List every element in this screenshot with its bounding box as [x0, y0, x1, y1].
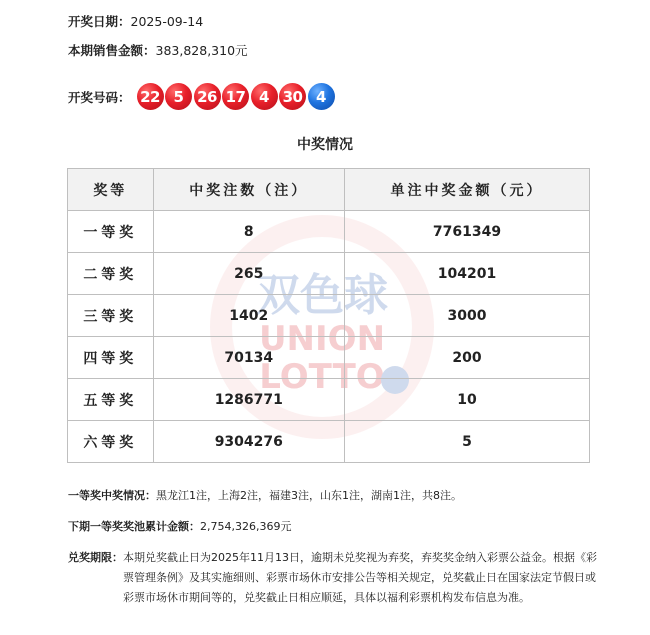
jackpot-pool-label: 下期一等奖奖池累计金额：: [68, 520, 200, 533]
prize-amount: 5: [344, 421, 589, 463]
red-ball: 17: [222, 83, 249, 110]
prize-count: 1286771: [153, 379, 344, 421]
jackpot-pool-note: [68, 517, 291, 537]
prize-level: 二等奖: [68, 253, 154, 295]
prize-count: 70134: [153, 337, 344, 379]
prize-count: 265: [153, 253, 344, 295]
first-prize-note-value: 黑龙江1注，上海2注，福建3注，山东1注，湖南1注，共8注。: [156, 489, 462, 502]
winning-numbers-row: [68, 83, 336, 110]
table-row: [68, 421, 590, 463]
header-count: 中奖注数（注）: [153, 169, 344, 211]
draw-date-label: 开奖日期：: [68, 14, 131, 29]
section-title: 中奖情况: [297, 137, 353, 153]
prize-level: 三等奖: [68, 295, 154, 337]
prize-table: [67, 168, 590, 463]
red-ball: 26: [194, 83, 221, 110]
watermark-text-cn: 双色球: [256, 270, 388, 321]
sales-label: 本期销售金额：: [68, 43, 156, 58]
watermark-text-en1: UNION: [258, 319, 386, 359]
table-row: [68, 337, 590, 379]
prize-count: 9304276: [153, 421, 344, 463]
prize-amount: 7761349: [344, 211, 589, 253]
red-ball: 30: [279, 83, 306, 110]
header-amount: 单注中奖金额（元）: [344, 169, 589, 211]
prize-amount: 200: [344, 337, 589, 379]
sales-value: 383,828,310元: [155, 43, 248, 58]
watermark-text-en2: LOTTO: [259, 357, 385, 397]
prize-count: 1402: [153, 295, 344, 337]
prize-level: 一等奖: [68, 211, 154, 253]
table-row: [68, 253, 590, 295]
first-prize-note-label: 一等奖中奖情况：: [68, 489, 156, 502]
prize-amount: 104201: [344, 253, 589, 295]
table-row: [68, 211, 590, 253]
table-row: [68, 379, 590, 421]
table-header-row: [68, 169, 590, 211]
prize-amount: 3000: [344, 295, 589, 337]
blue-ball: 4: [308, 83, 335, 110]
deadline-text: 本期兑奖截止日为2025年11月13日，逾期未兑奖视为弃奖，弃奖奖金纳入彩票公益金。根据《彩票管理条例》及其实施细则、彩票市场休市安排公告等相关规定，兑奖截止日在国家法定节假日或彩票市场休市期间等的，兑奖截止日相应顺延，具体以福利彩票机构发布信息为准。: [123, 551, 597, 604]
table-row: [68, 295, 590, 337]
red-ball: 22: [137, 83, 164, 110]
jackpot-pool-value: 2,754,326,369元: [200, 520, 292, 533]
prize-count: 8: [153, 211, 344, 253]
draw-date-line: [68, 12, 203, 30]
sales-line: [68, 41, 248, 59]
prize-amount: 10: [344, 379, 589, 421]
prize-level: 四等奖: [68, 337, 154, 379]
prize-level: 六等奖: [68, 421, 154, 463]
header-level: 奖等: [68, 169, 154, 211]
deadline-note: [68, 548, 598, 608]
red-ball: 4: [251, 83, 278, 110]
red-ball: 5: [165, 83, 192, 110]
deadline-label: 兑奖期限：: [68, 551, 123, 564]
first-prize-note: [68, 486, 462, 506]
prize-level: 五等奖: [68, 379, 154, 421]
draw-date-value: 2025-09-14: [130, 14, 204, 29]
winning-numbers-label: 开奖号码：: [68, 89, 131, 105]
